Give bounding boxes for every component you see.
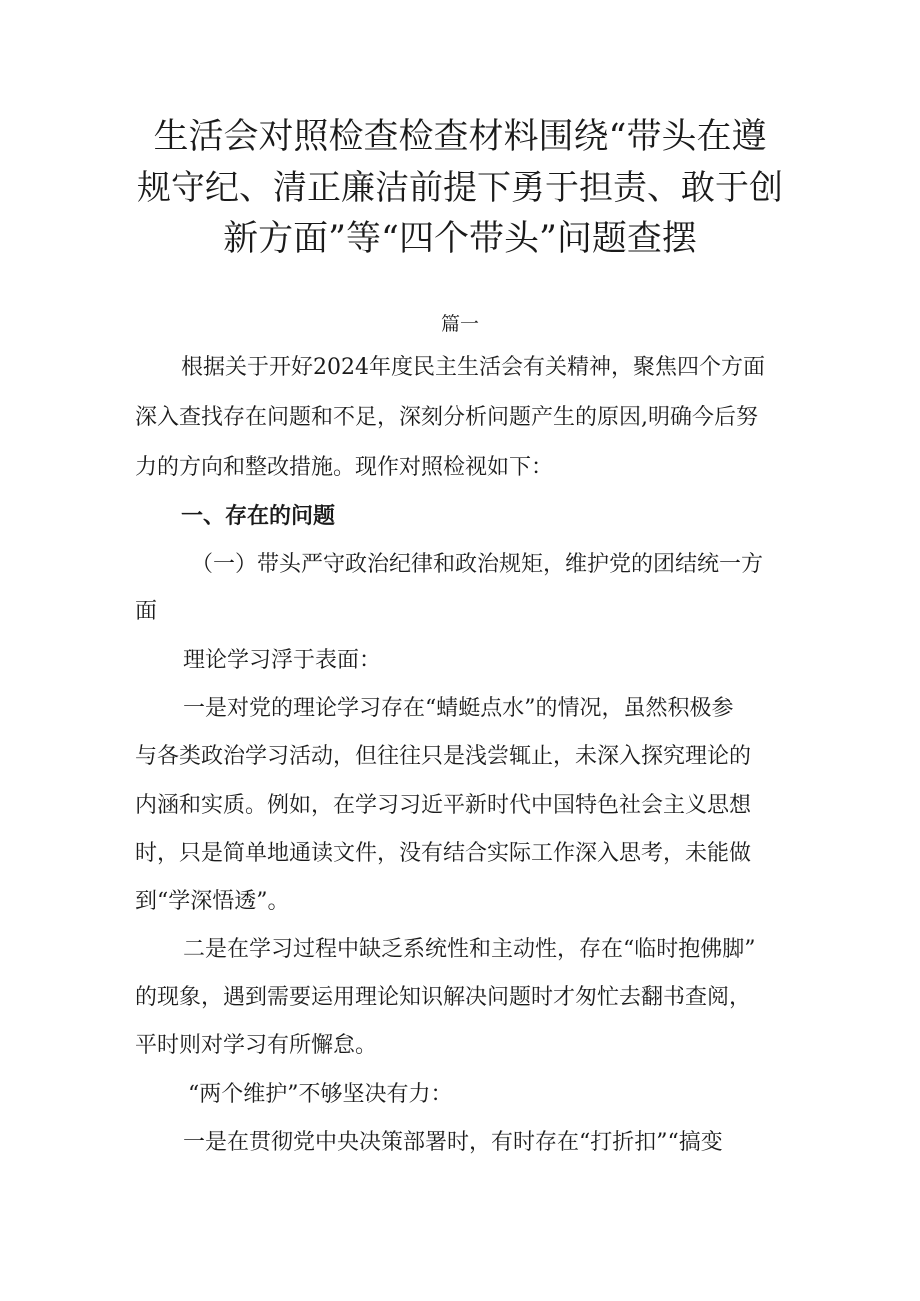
- body-line: 与各类政治学习活动，但往往只是浅尝辄止，未深入探究理论的: [135, 744, 752, 769]
- title-line-1: 生活会对照检查检查材料围绕“带头在遵: [153, 117, 767, 157]
- body-line: 内涵和实质。例如，在学习习近平新时代中国特色社会主义思想: [135, 793, 752, 818]
- body-line: 根据关于开好2024年度民主生活会有关精神，聚焦四个方面: [181, 355, 765, 380]
- body-line: 到“学深悟透”。: [135, 889, 290, 914]
- section-label: 篇一: [440, 313, 479, 335]
- topic-heading: 理论学习浮于表面：: [183, 648, 382, 673]
- title-line-2: 规守纪、清正廉洁前提下勇于担责、敢于创: [137, 168, 783, 208]
- topic-heading: “两个维护”不够坚决有力：: [188, 1082, 453, 1107]
- subsection-heading: （一）带头严守政治纪律和政治规矩，维护党的团结统一方: [191, 552, 764, 577]
- subsection-heading-cont: 面: [135, 599, 158, 624]
- title-line-3: 新方面”等“四个带头”问题查摆: [223, 219, 697, 259]
- body-line: 力的方向和整改措施。现作对照检视如下：: [135, 455, 554, 480]
- body-line: 一是在贯彻党中央决策部署时，有时存在“打折扣”“搞变: [183, 1130, 723, 1155]
- document-title: [135, 112, 785, 265]
- section-heading: 一、存在的问题: [181, 503, 336, 529]
- body-line: 的现象，遇到需要运用理论知识解决问题时才匆忙去翻书查阅，: [135, 985, 752, 1010]
- body-line: 时，只是简单地通读文件，没有结合实际工作深入思考，未能做: [135, 841, 752, 866]
- body-line: 平时则对学习有所懈怠。: [135, 1033, 378, 1058]
- body-line: 一是对党的理论学习存在“蜻蜓点水”的情况，虽然积极参: [183, 696, 734, 721]
- body-line: 深入查找存在问题和不足，深刻分析问题产生的原因,明确今后努: [135, 405, 758, 430]
- body-line: 二是在学习过程中缺乏系统性和主动性，存在“临时抱佛脚”: [183, 937, 756, 962]
